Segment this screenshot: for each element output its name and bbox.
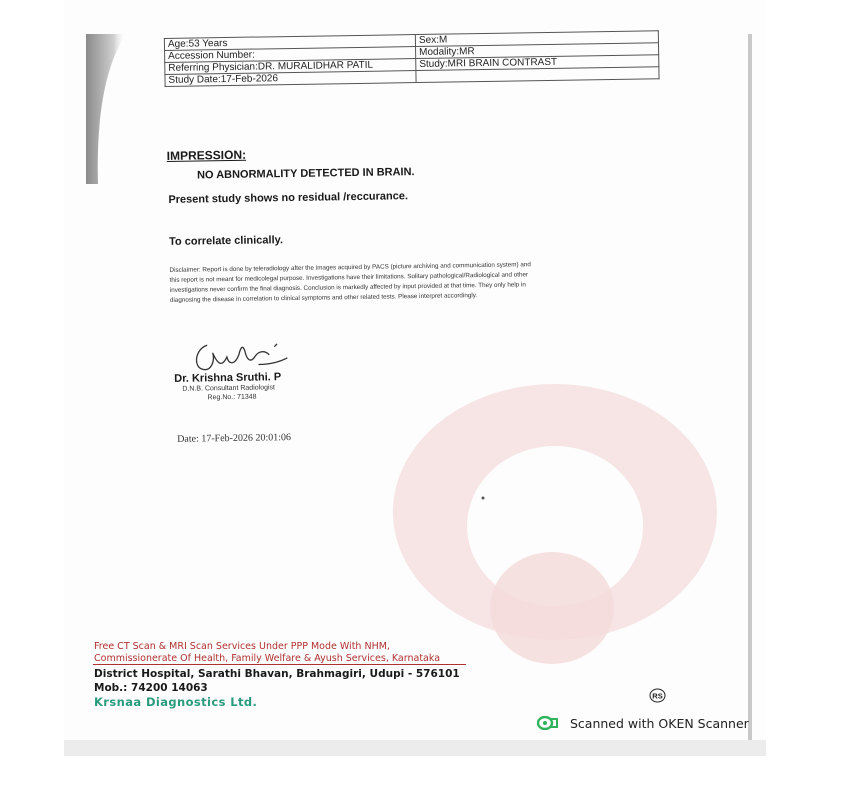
radiologist-reg: Reg.No.: 71348 <box>207 393 257 402</box>
accession-cell: Accession Number: <box>165 47 416 63</box>
disclaimer-line: diagnosing the disease in correlation to clinical symptoms and other related tests. Please interpret accordingly. <box>169 292 478 304</box>
modality-cell: Modality:MR <box>416 43 659 59</box>
disclaimer <box>169 258 670 306</box>
footer-mobile: Mob.: 74200 14063 <box>94 682 208 694</box>
registered-mark-icon <box>649 688 666 703</box>
impression-advice: To correlate clinically. <box>168 234 284 248</box>
radiologist-degree: D.N.B. Consultant Radiologist <box>182 384 276 393</box>
report-date: Date: 17-Feb-2026 20:01:06 <box>177 432 292 445</box>
rs-mark-text: RS <box>652 691 663 701</box>
radiologist-name: Dr. Krishna Sruthi. P <box>174 371 282 385</box>
company-name: Krsnaa Diagnostics Ltd. <box>94 695 258 709</box>
impression-heading: IMPRESSION: <box>166 147 247 163</box>
signature <box>189 338 290 376</box>
impression-note: Present study shows no residual /reccurance. <box>168 190 409 206</box>
disclaimer-line: this report is not meant for medicolegal purpose. Investigations have their limitations. Solitary pathological/Radiological and other <box>169 271 529 284</box>
footer-divider <box>93 664 466 665</box>
scanner-text: Scanned with OKEN Scanner <box>570 715 749 731</box>
sex-cell: Sex:M <box>415 31 658 47</box>
footer-line-2: Commissionerate Of Health, Family Welfare & Ayush Services, Karnataka <box>94 653 441 664</box>
age-cell: Age:53 Years <box>164 35 415 51</box>
oken-scanner-logo-icon <box>537 716 559 730</box>
disclaimer-line: investigations never confirm the final diagnosis. Conclusion is markedly affected by input provided at that time. They only help in <box>169 281 526 294</box>
study-cell: Study:MRI BRAIN CONTRAST <box>416 55 659 71</box>
referring-physician-cell: Referring Physician:DR. MURALIDHAR PATIL <box>165 59 416 75</box>
disclaimer-line: Disclaimer: Report is done by teleradiology after the images acquired by PACS (picture archiving and communication system) and <box>169 261 531 274</box>
scanner-watermark <box>537 715 749 731</box>
study-date-cell: Study Date:17-Feb-2026 <box>165 71 416 87</box>
footer-line-1: Free CT Scan & MRI Scan Services Under PPP Mode With NHM, <box>94 641 390 652</box>
footer-address: District Hospital, Sarathi Bhavan, Brahmagiri, Udupi - 576101 <box>94 668 460 680</box>
patient-info-table <box>164 30 660 87</box>
impression-finding: NO ABNORMALITY DETECTED IN BRAIN. <box>196 166 415 182</box>
